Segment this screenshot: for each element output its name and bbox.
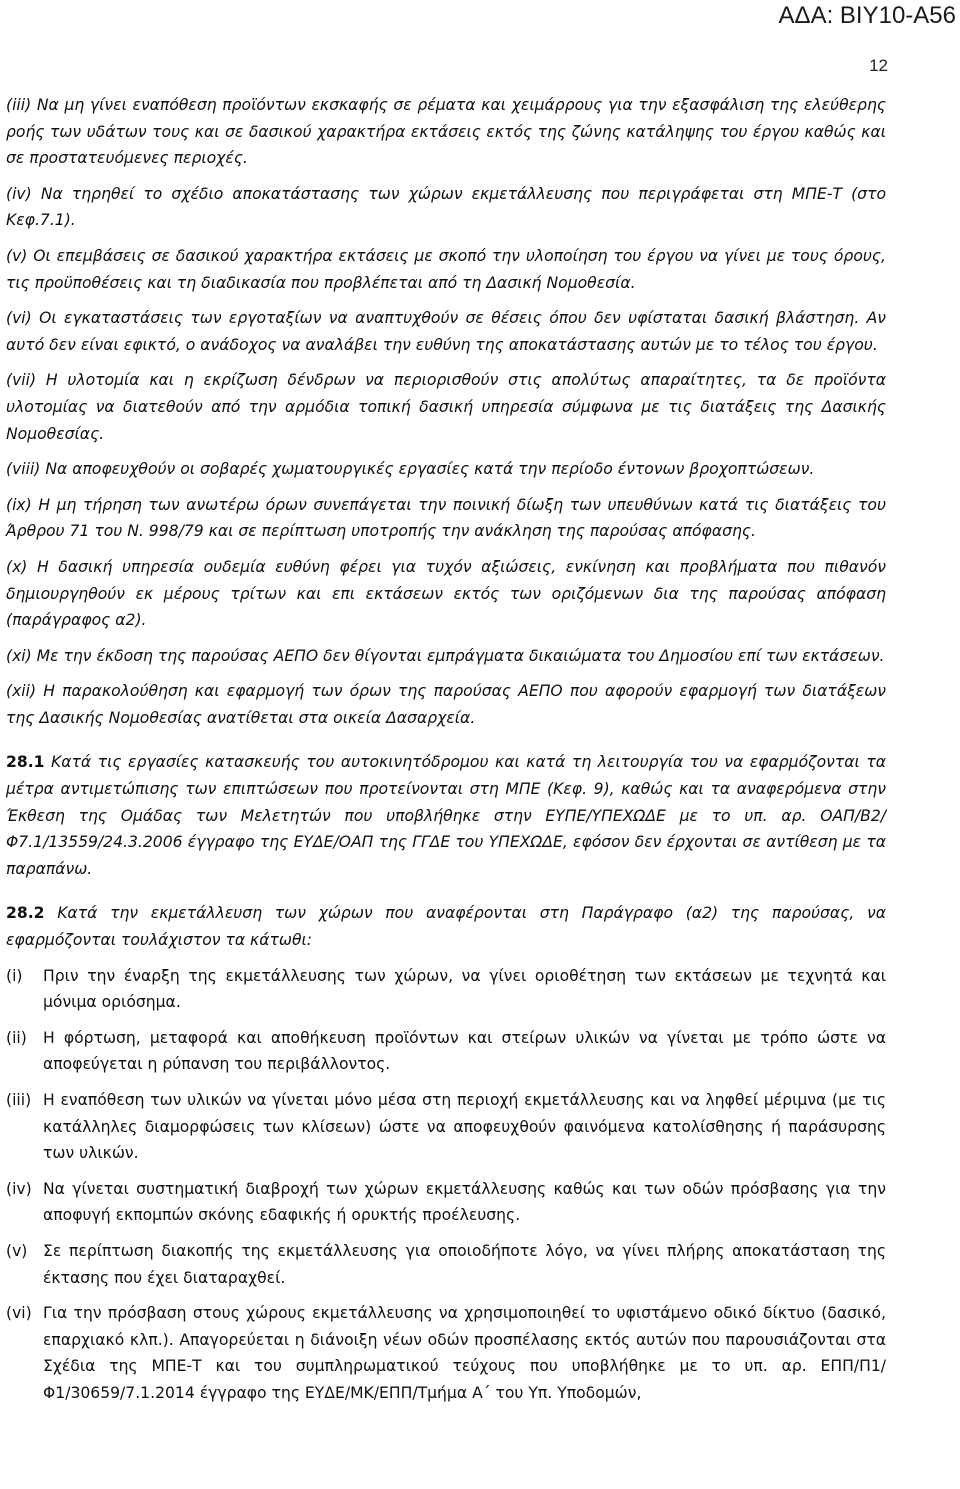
section-28-1 (6, 749, 886, 882)
paragraph-iii: (iii) Να μη γίνει εναπόθεση προϊόντων εκσκαφής σε ρέματα και χειμάρρους για την εξασφάλιση της ελεύθερης ροής των υδάτων τους και σε δασικού χαρακτήρα εκτάσεις εκτός της ζώνης κατάληψης του έργου καθώς και σε προστατευόμενες περιοχές. (6, 96, 886, 168)
list-item (6, 963, 886, 1016)
section-text: Κατά την εκμετάλλευση των χώρων που αναφέρονται στη Παράγραφο (α2) της παρούσας, να εφαρμόζονται τουλάχιστον τα κάτωθι: (6, 904, 886, 950)
ada-code: ΑΔΑ: ΒΙΥ10-Α56 (778, 2, 956, 29)
list-item-text: Για την πρόσβαση στους χώρους εκμετάλλευσης να χρησιμοποιηθεί το υφιστάμενο οδικό δίκτυο (δασικό, επαρχιακό κλπ.). Απαγορεύεται η διάνοιξη νέων οδών προσπέλασης εκτός αυτών που παρουσιάζονται στα Σχέδια της ΜΠΕ-Τ και του συμπληρωματικού τεύχους που υποβλήθηκε με το υπ. αρ. ΕΠΠ/Π1/Φ1/30659/7.1.2014 έγγραφο της ΕΥΔΕ/ΜΚ/ΕΠΠ/Τμήμα Α΄ του Υπ. Υποδομών, (43, 1304, 886, 1402)
page-number: 12 (869, 56, 888, 75)
list-item-label: (ii) (6, 1028, 27, 1047)
list-item (6, 1087, 886, 1167)
paragraph-xii: (xii) Η παρακολούθηση και εφαρμογή των όρων της παρούσας ΑΕΠΟ που αφορούν εφαρμογή των διατάξεων της Δασικής Νομοθεσίας ανατίθεται στα οικεία Δασαρχεία. (6, 682, 886, 727)
section-28-2-intro (6, 900, 886, 953)
section-number: 28.2 (6, 904, 45, 923)
list-item-label: (v) (6, 1241, 28, 1260)
list-item-text: Πριν την έναρξη της εκμετάλλευσης των χώρων, να γίνει οριοθέτηση των εκτάσεων με τεχνητά και μόνιμα οριόσημα. (43, 966, 886, 1012)
paragraph-xi: (xi) Με την έκδοση της παρούσας ΑΕΠΟ δεν θίγονται εμπράγματα δικαιώματα του Δημοσίου επί των εκτάσεων. (6, 646, 885, 665)
list-item-text: Να γίνεται συστηματική διαβροχή των χώρων εκμετάλλευσης καθώς και των οδών πρόσβασης για την αποφυγή εκπομπών σκόνης εδαφικής ή ορυκτής προέλευσης. (43, 1179, 886, 1225)
list-item-text: Η εναπόθεση των υλικών να γίνεται μόνο μέσα στη περιοχή εκμετάλλευσης και να ληφθεί μέριμνα (με τις κατάλληλες διαμορφώσεις των κλίσεων) ώστε να αποφευχθούν φαινόμενα κατολίσθησης ή παράσυρσης των υλικών. (43, 1091, 886, 1163)
section-text: Κατά τις εργασίες κατασκευής του αυτοκινητόδρομου και κατά τη λειτουργία του να εφαρμόζονται τα μέτρα αντιμετώπισης των επιπτώσεων που προτείνονται στη ΜΠΕ (Κεφ. 9), καθώς και τα αναφερόμενα στην Έκθεση της Ομάδας των Μελετητών που υποβλήθηκε στην ΕΥΠΕ/ΥΠΕΧΩΔΕ με το υπ. αρ. ΟΑΠ/Β2/Φ7.1/13559/24.3.2006 έγγραφο της ΕΥΔΕ/ΟΑΠ της ΓΓΔΕ του ΥΠΕΧΩΔΕ, εφόσον δεν έρχονται σε αντίθεση με τα παραπάνω. (6, 753, 886, 878)
list-item-text: Σε περίπτωση διακοπής της εκμετάλλευσης για οποιοδήποτε λόγο, να γίνει πλήρης αποκατάσταση της έκτασης που έχει διαταραχθεί. (43, 1241, 886, 1287)
paragraph-vii: (vii) Η υλοτομία και η εκρίζωση δένδρων να περιορισθούν στις απολύτως απαραίτητες, τα δε προϊόντα υλοτομίας να διατεθούν από την αρμόδια τοπική δασική υπηρεσία σύμφωνα με τις διατάξεις της Δασικής Νομοθεσίας. (6, 371, 886, 443)
section-number: 28.1 (6, 753, 45, 772)
list-item (6, 1025, 886, 1078)
paragraph-ix: (ix) Η μη τήρηση των ανωτέρω όρων συνεπάγεται την ποινική δίωξη των υπευθύνων κατά τις διατάξεις του Άρθρου 71 του Ν. 998/79 και σε περίπτωση υποτροπής την ανάκληση της παρούσας απόφασης. (6, 495, 886, 541)
paragraph-vi: (vi) Οι εγκαταστάσεις των εργοταξίων να αναπτυχθούν σε θέσεις όπου δεν υφίσταται δασική βλάστηση. Αν αυτό δεν είναι εφικτό, ο ανάδοχος να αναλάβει την ευθύνη της αποκατάστασης αυτών με το τέλος του έργου. (6, 309, 886, 354)
list-item-label: (iv) (6, 1179, 32, 1198)
paragraph-viii: (viii) Να αποφευχθούν οι σοβαρές χωματουργικές εργασίες κατά την περίοδο έντονων βροχοπτώσεων. (6, 460, 815, 479)
list-item (6, 1238, 886, 1291)
list-item-label: (iii) (6, 1091, 32, 1109)
list-item-label: (i) (6, 966, 23, 985)
list-item (6, 1176, 886, 1229)
list-item-text: Η φόρτωση, μεταφορά και αποθήκευση προϊόντων και στείρων υλικών να γίνεται με τρόπο ώστε να αποφεύγεται η ρύπανση του περιβάλλοντος. (43, 1028, 886, 1074)
paragraph-x: (x) Η δασική υπηρεσία ουδεμία ευθύνη φέρει για τυχόν αξιώσεις, ενκίνηση και προβλήματα που πιθανόν δημιουργηθούν εκ μέρους τρίτων και επι εκτάσεων εκτός των οριζόμενων δια της παρούσας απόφαση (παράγραφος α2). (6, 557, 886, 630)
list-item-label: (vi) (6, 1304, 32, 1323)
paragraph-iv: (iv) Να τηρηθεί το σχέδιο αποκατάστασης των χώρων εκμετάλλευσης που περιγράφεται στη ΜΠΕ-Τ (στο Κεφ.7.1). (6, 184, 886, 230)
paragraph-v: (v) Οι επεμβάσεις σε δασικού χαρακτήρα εκτάσεις με σκοπό την υλοποίηση του έργου να γίνει με τους όρους, τις προϋποθέσεις και τη διαδικασία που προβλέπεται από τη Δασική Νομοθεσία. (6, 246, 886, 292)
list-item (6, 1300, 886, 1406)
document-body (6, 92, 886, 1416)
